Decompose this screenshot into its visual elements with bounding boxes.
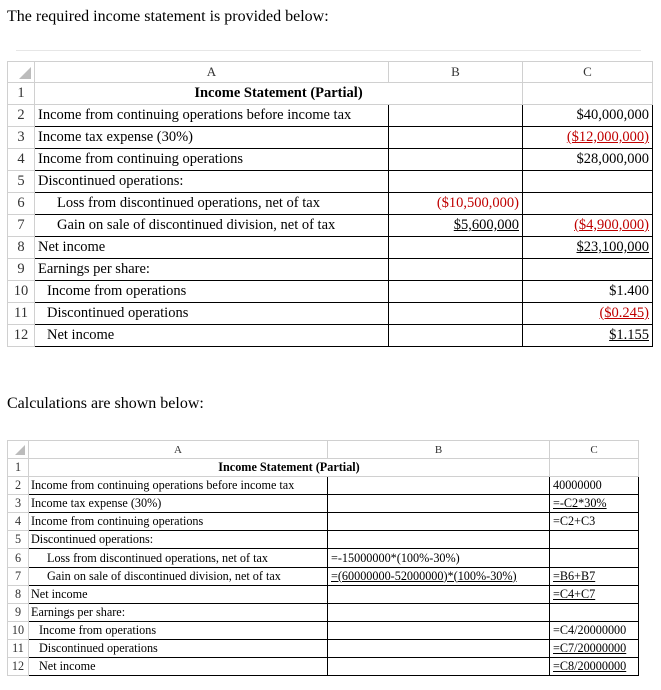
cell-c[interactable]	[523, 259, 653, 281]
row-header[interactable]: 1	[8, 83, 35, 105]
cell-c[interactable]: $23,100,000	[523, 237, 653, 259]
cell-b[interactable]	[389, 237, 523, 259]
row-header[interactable]: 4	[8, 149, 35, 171]
cell-label[interactable]: Income from continuing operations before income tax	[29, 477, 328, 495]
cell-label[interactable]: Income tax expense (30%)	[35, 127, 389, 149]
calculations-sheet	[7, 440, 639, 676]
column-header-b[interactable]: B	[389, 62, 523, 83]
cell-label[interactable]: Net income	[29, 658, 328, 676]
cell-c[interactable]: 40000000	[550, 477, 639, 495]
cell-c[interactable]: =C8/20000000	[550, 658, 639, 676]
intro-text: The required income statement is provided below:	[7, 8, 329, 25]
cell-b[interactable]	[389, 325, 523, 347]
cell-label[interactable]: Discontinued operations	[35, 303, 389, 325]
cell-c[interactable]: ($0.245)	[523, 303, 653, 325]
cell-b[interactable]	[328, 658, 550, 676]
cell-c[interactable]	[550, 531, 639, 549]
cell-b[interactable]: $5,600,000	[389, 215, 523, 237]
cell-b[interactable]	[389, 105, 523, 127]
cell-label[interactable]: Discontinued operations:	[35, 171, 389, 193]
cell-label[interactable]: Earnings per share:	[29, 603, 328, 621]
cell-label[interactable]: Net income	[35, 237, 389, 259]
cell-c[interactable]: ($4,900,000)	[523, 215, 653, 237]
cell-b[interactable]	[389, 259, 523, 281]
select-all-corner[interactable]	[8, 441, 29, 459]
cell[interactable]	[550, 459, 639, 477]
cell-label[interactable]: Discontinued operations:	[29, 531, 328, 549]
cell-b[interactable]	[328, 585, 550, 603]
cell-b[interactable]	[328, 513, 550, 531]
cell-label[interactable]: Net income	[29, 585, 328, 603]
row-header[interactable]: 7	[8, 567, 29, 585]
row-header[interactable]: 11	[8, 639, 29, 657]
row-header[interactable]: 4	[8, 513, 29, 531]
cell-label[interactable]: Loss from discontinued operations, net of tax	[35, 193, 389, 215]
statement-title[interactable]: Income Statement (Partial)	[35, 83, 523, 105]
row-header[interactable]: 5	[8, 171, 35, 193]
select-all-corner[interactable]	[8, 62, 35, 83]
cell-c[interactable]: =C4/20000000	[550, 621, 639, 639]
select-all-triangle-icon	[15, 445, 25, 455]
row-header[interactable]: 8	[8, 237, 35, 259]
row-header[interactable]: 12	[8, 658, 29, 676]
column-header-c[interactable]: C	[523, 62, 653, 83]
cell-c[interactable]: $1.400	[523, 281, 653, 303]
cell-b[interactable]: =-15000000*(100%-30%)	[328, 549, 550, 567]
column-header-a[interactable]: A	[35, 62, 389, 83]
cell-c[interactable]: $28,000,000	[523, 149, 653, 171]
row-header[interactable]: 9	[8, 259, 35, 281]
cell-c[interactable]	[550, 603, 639, 621]
cell-b[interactable]	[328, 603, 550, 621]
row-header[interactable]: 3	[8, 495, 29, 513]
cell-b[interactable]	[389, 127, 523, 149]
cell-b[interactable]	[328, 621, 550, 639]
calc-title[interactable]: Income Statement (Partial)	[29, 459, 550, 477]
column-header-a[interactable]: A	[29, 441, 328, 459]
cell-b[interactable]	[328, 495, 550, 513]
cell-label[interactable]: Income from continuing operations before income tax	[35, 105, 389, 127]
cell-c[interactable]: $1.155	[523, 325, 653, 347]
cell-c[interactable]: =C4+C7	[550, 585, 639, 603]
cell-label[interactable]: Gain on sale of discontinued division, net of tax	[35, 215, 389, 237]
cell-c[interactable]: =C2+C3	[550, 513, 639, 531]
cell-label[interactable]: Loss from discontinued operations, net of tax	[29, 549, 328, 567]
row-header[interactable]: 10	[8, 621, 29, 639]
row-header[interactable]: 12	[8, 325, 35, 347]
cell-c[interactable]: $40,000,000	[523, 105, 653, 127]
cell-b[interactable]	[389, 303, 523, 325]
cell-c[interactable]	[523, 171, 653, 193]
calc-text: Calculations are shown below:	[7, 395, 204, 412]
row-header[interactable]: 10	[8, 281, 35, 303]
cell-b[interactable]	[389, 149, 523, 171]
cell[interactable]	[523, 83, 653, 105]
row-header[interactable]: 7	[8, 215, 35, 237]
row-header[interactable]: 1	[8, 459, 29, 477]
cell-b[interactable]	[389, 281, 523, 303]
cell-b[interactable]	[389, 171, 523, 193]
column-header-b[interactable]: B	[328, 441, 550, 459]
row-header[interactable]: 3	[8, 127, 35, 149]
cell-label[interactable]: Income from operations	[29, 621, 328, 639]
row-header[interactable]: 6	[8, 549, 29, 567]
row-header[interactable]: 9	[8, 603, 29, 621]
cell-label[interactable]: Discontinued operations	[29, 639, 328, 657]
cell-b[interactable]	[328, 639, 550, 657]
cell-c[interactable]: =C7/20000000	[550, 639, 639, 657]
income-statement-sheet	[7, 61, 653, 347]
cell-b[interactable]: ($10,500,000)	[389, 193, 523, 215]
row-header[interactable]: 11	[8, 303, 35, 325]
cell-label[interactable]: Earnings per share:	[35, 259, 389, 281]
cell-b[interactable]: =(60000000-52000000)*(100%-30%)	[328, 567, 550, 585]
column-header-c[interactable]: C	[550, 441, 639, 459]
cell-c[interactable]	[523, 193, 653, 215]
select-all-triangle-icon	[19, 67, 31, 79]
cell-c[interactable]: =-C2*30%	[550, 495, 639, 513]
cell-label[interactable]: Income from operations	[35, 281, 389, 303]
cell-label[interactable]: Income tax expense (30%)	[29, 495, 328, 513]
cell-b[interactable]	[328, 477, 550, 495]
cell-label[interactable]: Income from continuing operations	[29, 513, 328, 531]
divider	[16, 50, 641, 51]
cell-c[interactable]: ($12,000,000)	[523, 127, 653, 149]
cell-c[interactable]: =B6+B7	[550, 567, 639, 585]
cell-label[interactable]: Gain on sale of discontinued division, net of tax	[29, 567, 328, 585]
row-header[interactable]: 2	[8, 477, 29, 495]
row-header[interactable]: 8	[8, 585, 29, 603]
row-header[interactable]: 2	[8, 105, 35, 127]
cell-label[interactable]: Income from continuing operations	[35, 149, 389, 171]
cell-c[interactable]	[550, 549, 639, 567]
row-header[interactable]: 6	[8, 193, 35, 215]
cell-label[interactable]: Net income	[35, 325, 389, 347]
cell-b[interactable]	[328, 531, 550, 549]
row-header[interactable]: 5	[8, 531, 29, 549]
